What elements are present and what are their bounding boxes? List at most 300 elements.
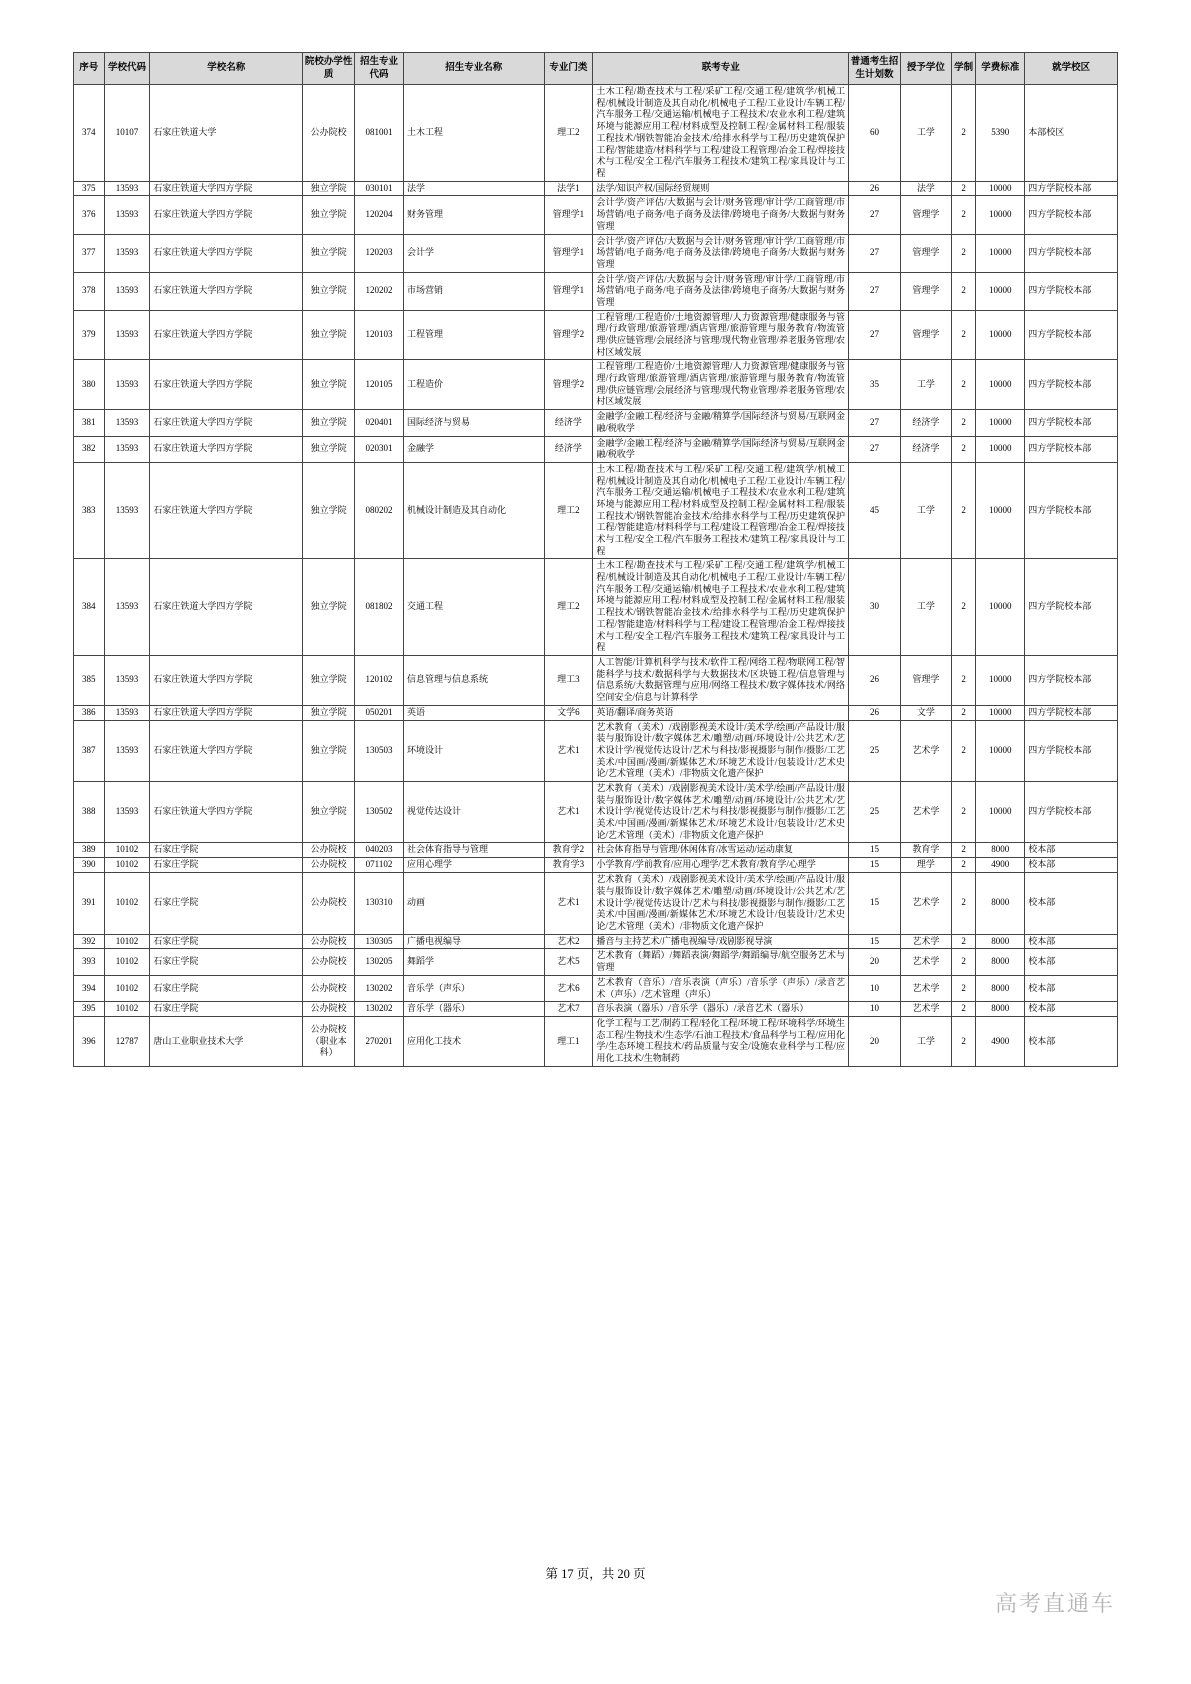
cell-major-category: 理工1 xyxy=(544,1017,593,1067)
cell-joint-exam-majors: 小学教育/学前教育/应用心理学/艺术教育/教育学/心理学 xyxy=(593,858,849,873)
cell-major-name: 机械设计制造及其自动化 xyxy=(403,462,544,559)
column-header-3: 院校办学性质 xyxy=(303,53,355,85)
cell-major-code: 040203 xyxy=(355,843,404,858)
cell-duration: 2 xyxy=(951,559,975,656)
cell-school-name: 石家庄铁道大学四方学院 xyxy=(150,181,303,196)
cell-school-type: 公办院校 xyxy=(303,975,355,1001)
table-row xyxy=(74,310,1118,360)
cell-campus: 四方学院校本部 xyxy=(1025,272,1118,310)
cell-duration: 2 xyxy=(951,310,975,360)
cell-tuition: 5390 xyxy=(976,85,1025,182)
table-header xyxy=(74,53,1118,85)
cell-school-code: 10102 xyxy=(104,858,150,873)
cell-school-type: 公办院校 xyxy=(303,873,355,934)
cell-major-code: 120202 xyxy=(355,272,404,310)
cell-campus: 四方学院校本部 xyxy=(1025,436,1118,462)
table-row xyxy=(74,720,1118,781)
cell-campus: 校本部 xyxy=(1025,949,1118,975)
cell-degree: 工学 xyxy=(900,85,951,182)
cell-school-type: 独立学院 xyxy=(303,310,355,360)
cell-plan-count: 26 xyxy=(849,655,901,705)
cell-joint-exam-majors: 工程管理/工程造价/土地资源管理/人力资源管理/健康服务与管理/行政管理/旅游管理/酒店管理/旅游管理与服务教育/物流管理/供应链管理/会展经济与管理/现代物业管理/养老服务管理/农村区域发展 xyxy=(593,360,849,410)
cell-campus: 校本部 xyxy=(1025,975,1118,1001)
cell-joint-exam-majors: 人工智能/计算机科学与技术/软件工程/网络工程/物联网工程/智能科学与技术/数据科学与大数据技术/区块链工程/信息管理与信息系统/大数据管理与应用/网络工程技术/数字媒体技术/网络空间安全/信息与计算科学 xyxy=(593,655,849,705)
cell-plan-count: 27 xyxy=(849,272,901,310)
table-row xyxy=(74,85,1118,182)
cell-school-type: 独立学院 xyxy=(303,705,355,720)
cell-tuition: 4900 xyxy=(976,1017,1025,1067)
cell-tuition: 8000 xyxy=(976,975,1025,1001)
cell-duration: 2 xyxy=(951,1017,975,1067)
table-body xyxy=(74,85,1118,1067)
cell-tuition: 8000 xyxy=(976,1002,1025,1017)
cell-major-category: 文学6 xyxy=(544,705,593,720)
cell-joint-exam-majors: 化学工程与工艺/制药工程/轻化工程/环境工程/环境科学/环境生态工程/生物技术/生态学/石油工程技术/食品科学与工程/应用化学/生态环境工程技术/药品质量与安全/设施农业科学与工程/应用化工技术/生物制药 xyxy=(593,1017,849,1067)
table-row xyxy=(74,462,1118,559)
cell-major-category: 经济学 xyxy=(544,436,593,462)
cell-major-name: 工程造价 xyxy=(403,360,544,410)
cell-school-name: 石家庄铁道大学四方学院 xyxy=(150,272,303,310)
cell-major-code: 020401 xyxy=(355,410,404,436)
cell-campus: 校本部 xyxy=(1025,1017,1118,1067)
cell-campus: 本部校区 xyxy=(1025,85,1118,182)
column-header-11: 学费标准 xyxy=(976,53,1025,85)
cell-campus: 四方学院校本部 xyxy=(1025,705,1118,720)
cell-degree: 艺术学 xyxy=(900,781,951,842)
cell-school-code: 12787 xyxy=(104,1017,150,1067)
cell-serial-number: 385 xyxy=(74,655,105,705)
cell-school-type: 独立学院 xyxy=(303,410,355,436)
cell-school-name: 石家庄铁道大学 xyxy=(150,85,303,182)
cell-major-code: 130503 xyxy=(355,720,404,781)
cell-school-name: 石家庄学院 xyxy=(150,843,303,858)
cell-duration: 2 xyxy=(951,181,975,196)
cell-campus: 校本部 xyxy=(1025,873,1118,934)
cell-tuition: 10000 xyxy=(976,181,1025,196)
cell-tuition: 10000 xyxy=(976,234,1025,272)
cell-major-category: 理工3 xyxy=(544,655,593,705)
table-row xyxy=(74,873,1118,934)
cell-major-name: 土木工程 xyxy=(403,85,544,182)
cell-major-name: 法学 xyxy=(403,181,544,196)
cell-tuition: 8000 xyxy=(976,873,1025,934)
cell-major-name: 工程管理 xyxy=(403,310,544,360)
watermark: 高考直通车 xyxy=(994,1591,1115,1616)
cell-joint-exam-majors: 艺术教育（美术）/戏剧影视美术设计/美术学/绘画/产品设计/服装与服饰设计/数字媒体艺术/雕塑/动画/环境设计/公共艺术/艺术设计学/视觉传达设计/艺术与科技/影视摄影与制作/摄影/工艺美术/中国画/漫画/新媒体艺术/环境艺术设计/包装设计/艺术史论/艺术管理（美术）/非物质文化遗产保护 xyxy=(593,781,849,842)
admission-plan-table xyxy=(73,52,1118,1067)
cell-major-name: 应用化工技术 xyxy=(403,1017,544,1067)
cell-serial-number: 386 xyxy=(74,705,105,720)
cell-joint-exam-majors: 社会体育指导与管理/休闲体育/冰雪运动/运动康复 xyxy=(593,843,849,858)
cell-degree: 艺术学 xyxy=(900,720,951,781)
cell-tuition: 8000 xyxy=(976,934,1025,949)
cell-campus: 四方学院校本部 xyxy=(1025,196,1118,234)
cell-duration: 2 xyxy=(951,781,975,842)
cell-duration: 2 xyxy=(951,85,975,182)
cell-school-type: 独立学院 xyxy=(303,234,355,272)
cell-major-code: 130205 xyxy=(355,949,404,975)
cell-campus: 校本部 xyxy=(1025,934,1118,949)
cell-serial-number: 375 xyxy=(74,181,105,196)
cell-plan-count: 26 xyxy=(849,705,901,720)
cell-joint-exam-majors: 土木工程/勘查技术与工程/采矿工程/交通工程/建筑学/机械工程/机械设计制造及其自动化/机械电子工程/工业设计/车辆工程/汽车服务工程/交通运输/机械电子工程技术/农业水利工程/建筑环境与能源应用工程/材料成型及控制工程/金属材料工程/服装工程技术/钢铁智能冶金技术/给排水科学与工程/历史建筑保护工程/智能建造/材料科学与工程/建设工程管理/冶金工程/焊接技术与工程/安全工程/汽车服务工程技术/建筑工程/家具设计与工程 xyxy=(593,462,849,559)
cell-major-code: 130202 xyxy=(355,975,404,1001)
cell-major-code: 130202 xyxy=(355,1002,404,1017)
cell-school-name: 石家庄学院 xyxy=(150,949,303,975)
cell-plan-count: 25 xyxy=(849,720,901,781)
cell-duration: 2 xyxy=(951,873,975,934)
table-header-row xyxy=(74,53,1118,85)
cell-campus: 四方学院校本部 xyxy=(1025,462,1118,559)
cell-joint-exam-majors: 法学/知识产权/国际经贸规则 xyxy=(593,181,849,196)
cell-joint-exam-majors: 艺术教育（音乐）/音乐表演（声乐）/音乐学（声乐）/录音艺术（声乐）/艺术管理（声乐） xyxy=(593,975,849,1001)
cell-school-type: 公办院校 xyxy=(303,85,355,182)
cell-serial-number: 389 xyxy=(74,843,105,858)
cell-major-name: 会计学 xyxy=(403,234,544,272)
cell-major-category: 理工2 xyxy=(544,85,593,182)
cell-school-type: 独立学院 xyxy=(303,196,355,234)
column-header-10: 学制 xyxy=(951,53,975,85)
cell-degree: 管理学 xyxy=(900,234,951,272)
cell-major-name: 视觉传达设计 xyxy=(403,781,544,842)
cell-campus: 校本部 xyxy=(1025,1002,1118,1017)
table-row xyxy=(74,1002,1118,1017)
cell-school-type: 独立学院 xyxy=(303,181,355,196)
cell-school-name: 石家庄铁道大学四方学院 xyxy=(150,720,303,781)
cell-degree: 管理学 xyxy=(900,272,951,310)
cell-major-category: 艺术1 xyxy=(544,873,593,934)
page-number: 第 17 页，共 20 页 xyxy=(545,1567,646,1581)
cell-major-category: 教育学2 xyxy=(544,843,593,858)
cell-school-type: 独立学院 xyxy=(303,272,355,310)
cell-major-name: 财务管理 xyxy=(403,196,544,234)
cell-major-category: 理工2 xyxy=(544,559,593,656)
column-header-5: 招生专业名称 xyxy=(403,53,544,85)
cell-joint-exam-majors: 会计学/资产评估/大数据与会计/财务管理/审计学/工商管理/市场营销/电子商务/电子商务及法律/跨境电子商务/大数据与财务管理 xyxy=(593,196,849,234)
cell-serial-number: 382 xyxy=(74,436,105,462)
cell-plan-count: 15 xyxy=(849,843,901,858)
cell-school-code: 13593 xyxy=(104,705,150,720)
cell-school-name: 石家庄铁道大学四方学院 xyxy=(150,360,303,410)
cell-school-code: 13593 xyxy=(104,310,150,360)
cell-duration: 2 xyxy=(951,720,975,781)
cell-tuition: 10000 xyxy=(976,360,1025,410)
cell-major-name: 交通工程 xyxy=(403,559,544,656)
cell-degree: 艺术学 xyxy=(900,873,951,934)
cell-school-code: 10102 xyxy=(104,873,150,934)
cell-tuition: 8000 xyxy=(976,949,1025,975)
cell-school-code: 10102 xyxy=(104,843,150,858)
cell-tuition: 10000 xyxy=(976,655,1025,705)
cell-school-code: 13593 xyxy=(104,196,150,234)
cell-major-code: 130305 xyxy=(355,934,404,949)
cell-plan-count: 15 xyxy=(849,873,901,934)
cell-duration: 2 xyxy=(951,462,975,559)
cell-joint-exam-majors: 英语/翻译/商务英语 xyxy=(593,705,849,720)
cell-plan-count: 60 xyxy=(849,85,901,182)
cell-school-name: 石家庄铁道大学四方学院 xyxy=(150,655,303,705)
cell-duration: 2 xyxy=(951,410,975,436)
cell-degree: 理学 xyxy=(900,858,951,873)
cell-tuition: 10000 xyxy=(976,196,1025,234)
table-row xyxy=(74,949,1118,975)
cell-campus: 四方学院校本部 xyxy=(1025,781,1118,842)
cell-major-name: 英语 xyxy=(403,705,544,720)
cell-major-category: 艺术2 xyxy=(544,934,593,949)
cell-plan-count: 26 xyxy=(849,181,901,196)
cell-school-code: 10102 xyxy=(104,934,150,949)
cell-tuition: 10000 xyxy=(976,462,1025,559)
cell-school-name: 石家庄学院 xyxy=(150,975,303,1001)
cell-joint-exam-majors: 音乐表演（器乐）/音乐学（器乐）/录音艺术（器乐） xyxy=(593,1002,849,1017)
cell-serial-number: 380 xyxy=(74,360,105,410)
cell-joint-exam-majors: 金融学/金融工程/经济与金融/精算学/国际经济与贸易/互联网金融/税收学 xyxy=(593,410,849,436)
cell-joint-exam-majors: 艺术教育（舞蹈）/舞蹈表演/舞蹈学/舞蹈编导/航空服务艺术与管理 xyxy=(593,949,849,975)
cell-serial-number: 387 xyxy=(74,720,105,781)
cell-school-type: 独立学院 xyxy=(303,655,355,705)
cell-campus: 四方学院校本部 xyxy=(1025,360,1118,410)
cell-serial-number: 394 xyxy=(74,975,105,1001)
cell-major-category: 管理学1 xyxy=(544,272,593,310)
cell-major-code: 270201 xyxy=(355,1017,404,1067)
cell-school-type: 公办院校 xyxy=(303,1002,355,1017)
cell-tuition: 10000 xyxy=(976,720,1025,781)
cell-degree: 管理学 xyxy=(900,196,951,234)
cell-degree: 工学 xyxy=(900,360,951,410)
cell-serial-number: 379 xyxy=(74,310,105,360)
cell-major-code: 020301 xyxy=(355,436,404,462)
cell-school-name: 石家庄铁道大学四方学院 xyxy=(150,559,303,656)
cell-degree: 艺术学 xyxy=(900,975,951,1001)
cell-duration: 2 xyxy=(951,705,975,720)
cell-degree: 艺术学 xyxy=(900,1002,951,1017)
cell-school-code: 13593 xyxy=(104,181,150,196)
cell-duration: 2 xyxy=(951,949,975,975)
cell-joint-exam-majors: 艺术教育（美术）/戏剧影视美术设计/美术学/绘画/产品设计/服装与服饰设计/数字媒体艺术/雕塑/动画/环境设计/公共艺术/艺术设计学/视觉传达设计/艺术与科技/影视摄影与制作/摄影/工艺美术/中国画/漫画/新媒体艺术/环境艺术设计/包装设计/艺术史论/艺术管理（美术）/非物质文化遗产保护 xyxy=(593,720,849,781)
cell-serial-number: 383 xyxy=(74,462,105,559)
cell-school-code: 10102 xyxy=(104,975,150,1001)
cell-tuition: 10000 xyxy=(976,436,1025,462)
cell-joint-exam-majors: 工程管理/工程造价/土地资源管理/人力资源管理/健康服务与管理/行政管理/旅游管理/酒店管理/旅游管理与服务教育/物流管理/供应链管理/会展经济与管理/现代物业管理/养老服务管理/农村区域发展 xyxy=(593,310,849,360)
cell-major-name: 音乐学（器乐） xyxy=(403,1002,544,1017)
cell-plan-count: 27 xyxy=(849,310,901,360)
cell-plan-count: 20 xyxy=(849,949,901,975)
column-header-1: 学校代码 xyxy=(104,53,150,85)
cell-degree: 工学 xyxy=(900,1017,951,1067)
cell-joint-exam-majors: 播音与主持艺术/广播电视编导/戏剧影视导演 xyxy=(593,934,849,949)
cell-school-name: 石家庄铁道大学四方学院 xyxy=(150,410,303,436)
cell-school-code: 10107 xyxy=(104,85,150,182)
cell-campus: 四方学院校本部 xyxy=(1025,655,1118,705)
cell-duration: 2 xyxy=(951,436,975,462)
cell-school-name: 石家庄铁道大学四方学院 xyxy=(150,705,303,720)
cell-plan-count: 27 xyxy=(849,410,901,436)
cell-school-type: 公办院校 xyxy=(303,843,355,858)
cell-serial-number: 392 xyxy=(74,934,105,949)
cell-school-name: 石家庄铁道大学四方学院 xyxy=(150,310,303,360)
column-header-2: 学校名称 xyxy=(150,53,303,85)
cell-major-category: 管理学2 xyxy=(544,310,593,360)
cell-school-name: 石家庄学院 xyxy=(150,934,303,949)
cell-duration: 2 xyxy=(951,360,975,410)
cell-school-name: 石家庄铁道大学四方学院 xyxy=(150,462,303,559)
cell-school-code: 13593 xyxy=(104,462,150,559)
cell-major-category: 管理学1 xyxy=(544,234,593,272)
cell-serial-number: 395 xyxy=(74,1002,105,1017)
table-row xyxy=(74,234,1118,272)
cell-major-name: 动画 xyxy=(403,873,544,934)
cell-duration: 2 xyxy=(951,196,975,234)
cell-major-category: 艺术7 xyxy=(544,1002,593,1017)
cell-tuition: 10000 xyxy=(976,272,1025,310)
cell-school-name: 石家庄铁道大学四方学院 xyxy=(150,234,303,272)
cell-school-code: 13593 xyxy=(104,781,150,842)
cell-major-category: 管理学1 xyxy=(544,196,593,234)
column-header-4: 招生专业代码 xyxy=(355,53,404,85)
cell-degree: 文学 xyxy=(900,705,951,720)
column-header-8: 普通考生招生计划数 xyxy=(849,53,901,85)
cell-serial-number: 377 xyxy=(74,234,105,272)
cell-campus: 四方学院校本部 xyxy=(1025,310,1118,360)
cell-major-name: 国际经济与贸易 xyxy=(403,410,544,436)
cell-serial-number: 396 xyxy=(74,1017,105,1067)
cell-major-name: 信息管理与信息系统 xyxy=(403,655,544,705)
cell-major-name: 广播电视编导 xyxy=(403,934,544,949)
cell-major-code: 080202 xyxy=(355,462,404,559)
table-row xyxy=(74,360,1118,410)
cell-school-code: 13593 xyxy=(104,234,150,272)
cell-duration: 2 xyxy=(951,234,975,272)
cell-duration: 2 xyxy=(951,1002,975,1017)
column-header-9: 授予学位 xyxy=(900,53,951,85)
cell-major-category: 经济学 xyxy=(544,410,593,436)
cell-serial-number: 391 xyxy=(74,873,105,934)
cell-degree: 工学 xyxy=(900,462,951,559)
cell-campus: 四方学院校本部 xyxy=(1025,181,1118,196)
cell-major-category: 理工2 xyxy=(544,462,593,559)
cell-serial-number: 381 xyxy=(74,410,105,436)
cell-major-code: 081001 xyxy=(355,85,404,182)
cell-school-name: 石家庄铁道大学四方学院 xyxy=(150,781,303,842)
cell-degree: 教育学 xyxy=(900,843,951,858)
cell-tuition: 10000 xyxy=(976,310,1025,360)
cell-duration: 2 xyxy=(951,655,975,705)
cell-major-code: 030101 xyxy=(355,181,404,196)
cell-degree: 管理学 xyxy=(900,655,951,705)
cell-plan-count: 30 xyxy=(849,559,901,656)
cell-school-type: 独立学院 xyxy=(303,436,355,462)
table-row xyxy=(74,436,1118,462)
cell-degree: 工学 xyxy=(900,559,951,656)
cell-school-name: 石家庄学院 xyxy=(150,1002,303,1017)
cell-joint-exam-majors: 艺术教育（美术）/戏剧影视美术设计/美术学/绘画/产品设计/服装与服饰设计/数字媒体艺术/雕塑/动画/环境设计/公共艺术/艺术设计学/视觉传达设计/艺术与科技/影视摄影与制作/摄影/工艺美术/中国画/漫画/新媒体艺术/环境艺术设计/包装设计/艺术史论/艺术管理（美术）/非物质文化遗产保护 xyxy=(593,873,849,934)
cell-major-code: 120103 xyxy=(355,310,404,360)
cell-tuition: 10000 xyxy=(976,559,1025,656)
cell-serial-number: 388 xyxy=(74,781,105,842)
column-header-6: 专业门类 xyxy=(544,53,593,85)
cell-school-type: 独立学院 xyxy=(303,559,355,656)
cell-major-category: 艺术1 xyxy=(544,781,593,842)
cell-school-type: 独立学院 xyxy=(303,462,355,559)
cell-joint-exam-majors: 会计学/资产评估/大数据与会计/财务管理/审计学/工商管理/市场营销/电子商务/电子商务及法律/跨境电子商务/大数据与财务管理 xyxy=(593,234,849,272)
cell-plan-count: 45 xyxy=(849,462,901,559)
cell-major-name: 舞蹈学 xyxy=(403,949,544,975)
cell-joint-exam-majors: 土木工程/勘查技术与工程/采矿工程/交通工程/建筑学/机械工程/机械设计制造及其自动化/机械电子工程/工业设计/车辆工程/汽车服务工程/交通运输/机械电子工程技术/农业水利工程/建筑环境与能源应用工程/材料成型及控制工程/金属材料工程/服装工程技术/钢铁智能冶金技术/给排水科学与工程/历史建筑保护工程/智能建造/材料科学与工程/建设工程管理/冶金工程/焊接技术与工程/安全工程/汽车服务工程技术/建筑工程/家具设计与工程 xyxy=(593,85,849,182)
cell-major-code: 120203 xyxy=(355,234,404,272)
cell-serial-number: 390 xyxy=(74,858,105,873)
cell-serial-number: 374 xyxy=(74,85,105,182)
cell-major-code: 120102 xyxy=(355,655,404,705)
cell-major-category: 管理学2 xyxy=(544,360,593,410)
cell-campus: 四方学院校本部 xyxy=(1025,234,1118,272)
cell-tuition: 8000 xyxy=(976,843,1025,858)
cell-duration: 2 xyxy=(951,272,975,310)
cell-plan-count: 10 xyxy=(849,975,901,1001)
cell-major-name: 社会体育指导与管理 xyxy=(403,843,544,858)
cell-school-name: 石家庄铁道大学四方学院 xyxy=(150,436,303,462)
cell-duration: 2 xyxy=(951,843,975,858)
cell-major-category: 法学1 xyxy=(544,181,593,196)
cell-joint-exam-majors: 土木工程/勘查技术与工程/采矿工程/交通工程/建筑学/机械工程/机械设计制造及其自动化/机械电子工程/工业设计/车辆工程/汽车服务工程/交通运输/机械电子工程技术/农业水利工程/建筑环境与能源应用工程/材料成型及控制工程/金属材料工程/服装工程技术/钢铁智能冶金技术/给排水科学与工程/历史建筑保护工程/智能建造/材料科学与工程/建设工程管理/冶金工程/焊接技术与工程/安全工程/汽车服务工程技术/建筑工程/家具设计与工程 xyxy=(593,559,849,656)
table-row xyxy=(74,655,1118,705)
cell-plan-count: 27 xyxy=(849,234,901,272)
cell-major-code: 120204 xyxy=(355,196,404,234)
cell-joint-exam-majors: 会计学/资产评估/大数据与会计/财务管理/审计学/工商管理/市场营销/电子商务/电子商务及法律/跨境电子商务/大数据与财务管理 xyxy=(593,272,849,310)
cell-major-category: 教育学3 xyxy=(544,858,593,873)
cell-major-name: 市场营销 xyxy=(403,272,544,310)
cell-school-code: 13593 xyxy=(104,410,150,436)
cell-major-code: 130310 xyxy=(355,873,404,934)
cell-major-name: 环境设计 xyxy=(403,720,544,781)
cell-major-code: 130502 xyxy=(355,781,404,842)
cell-school-code: 13593 xyxy=(104,272,150,310)
cell-campus: 四方学院校本部 xyxy=(1025,720,1118,781)
cell-degree: 经济学 xyxy=(900,436,951,462)
cell-plan-count: 20 xyxy=(849,1017,901,1067)
cell-school-code: 13593 xyxy=(104,436,150,462)
cell-degree: 法学 xyxy=(900,181,951,196)
cell-school-name: 石家庄学院 xyxy=(150,873,303,934)
cell-major-code: 120105 xyxy=(355,360,404,410)
cell-school-name: 唐山工业职业技术大学 xyxy=(150,1017,303,1067)
cell-degree: 艺术学 xyxy=(900,934,951,949)
cell-degree: 艺术学 xyxy=(900,949,951,975)
cell-school-code: 10102 xyxy=(104,1002,150,1017)
table-row xyxy=(74,975,1118,1001)
table-row xyxy=(74,843,1118,858)
cell-major-code: 081802 xyxy=(355,559,404,656)
cell-school-code: 13593 xyxy=(104,360,150,410)
cell-serial-number: 378 xyxy=(74,272,105,310)
column-header-12: 就学校区 xyxy=(1025,53,1118,85)
table-row xyxy=(74,858,1118,873)
cell-school-code: 13593 xyxy=(104,655,150,705)
table-row xyxy=(74,196,1118,234)
cell-degree: 管理学 xyxy=(900,310,951,360)
table-row xyxy=(74,181,1118,196)
table-row xyxy=(74,934,1118,949)
cell-duration: 2 xyxy=(951,934,975,949)
cell-major-category: 艺术6 xyxy=(544,975,593,1001)
table-row xyxy=(74,1017,1118,1067)
cell-degree: 经济学 xyxy=(900,410,951,436)
cell-school-code: 13593 xyxy=(104,720,150,781)
column-header-7: 联考专业 xyxy=(593,53,849,85)
cell-major-name: 金融学 xyxy=(403,436,544,462)
cell-campus: 四方学院校本部 xyxy=(1025,559,1118,656)
cell-plan-count: 10 xyxy=(849,1002,901,1017)
cell-duration: 2 xyxy=(951,975,975,1001)
